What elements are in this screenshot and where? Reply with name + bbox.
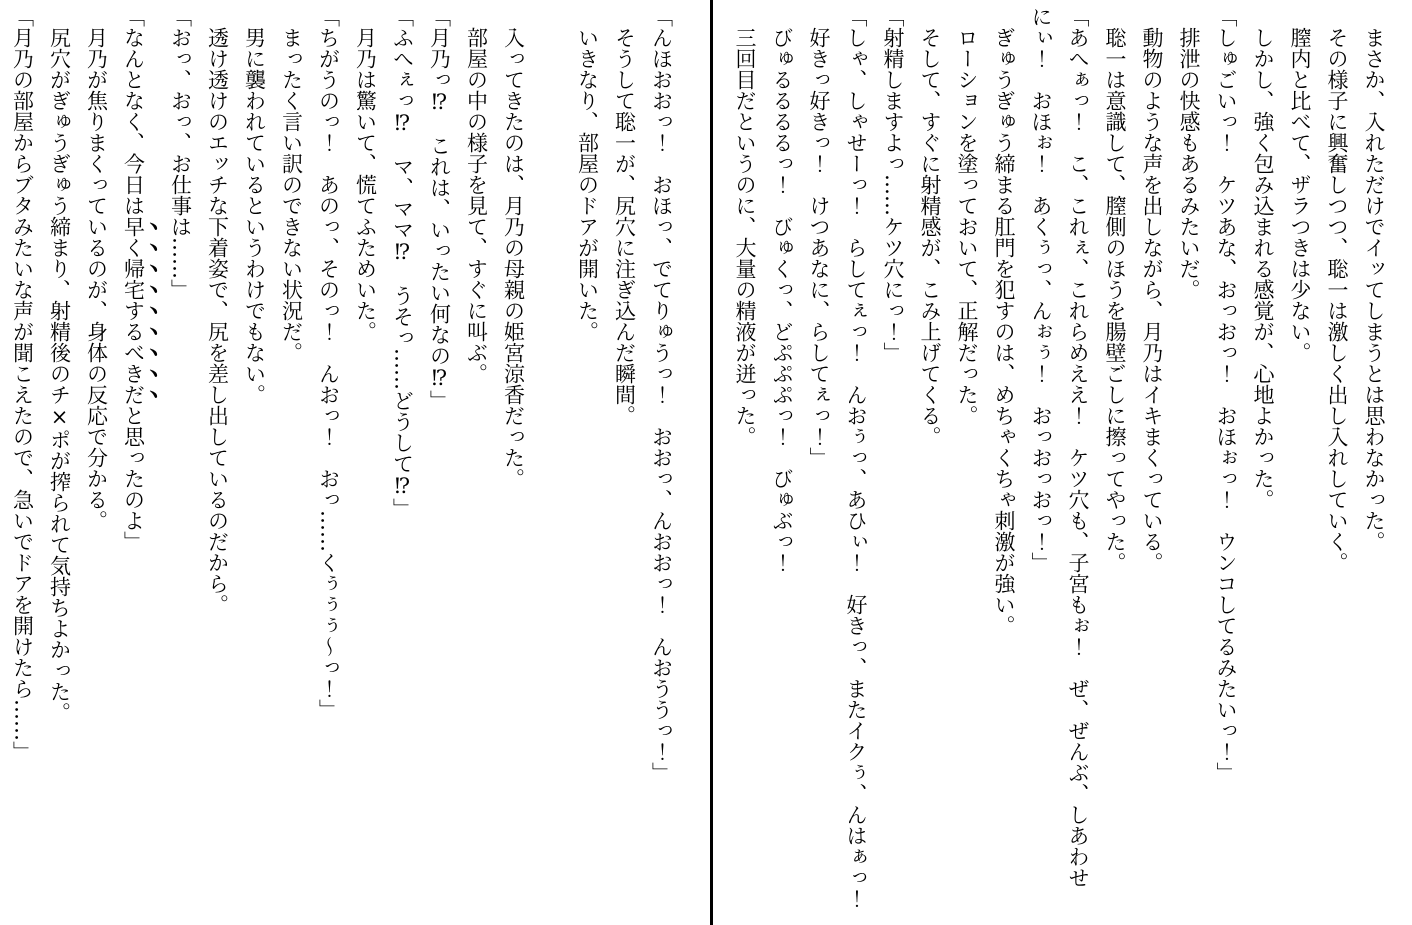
text-column: 「しゅごいっ！ ケツあな、おっおっ！ おほぉっ！ ウンコしてるみたいっ！」 (1214, 6, 1238, 783)
text-column: 透け透けのエッチな下着姿で、尻を差し出しているのだから。 (205, 27, 230, 615)
text-column: しかし、強く包み込まれる感覚が、心地よかった。 (1251, 27, 1275, 510)
text-column: 月乃が焦りまくっているのが、身体の反応で分かる。 (84, 27, 109, 531)
text-column: その様子に興奮しつつ、聡一は激しく出し入れしていく。 (1325, 27, 1349, 573)
text-column: 月乃は驚いて、慌てふためいた。 (353, 27, 378, 342)
page-right (713, 0, 1412, 925)
text-column: いきなり、部屋のドアが開いた。 (575, 27, 600, 342)
text-column: びゅるるるるっ！ びゅくっ、どぷぷぷっ！ びゅぶっ！ (770, 27, 794, 573)
text-column: 尻穴がぎゅうぎゅう締まり、射精後のチ×ポが搾られて気持ちよかった。 (47, 27, 72, 723)
text-column: そして、すぐに射精感が、こみ上げてくる。 (918, 27, 942, 447)
text-column: 三回目だというのに、大量の精液が迸った。 (733, 27, 757, 447)
text-column: 入ってきたのは、月乃の母親の姫宮涼香だった。 (501, 27, 526, 489)
text-column: まさか、入れただけでイッてしまうとは思わなかった。 (1362, 27, 1386, 552)
text-column: 「月乃の部屋からブタみたいな声が聞こえたので、急いでドアを開けたら……」 (10, 6, 35, 762)
blank-column (532, 6, 569, 919)
text-column: ぎゅうぎゅう締まる肛門を犯すのは、めちゃくちゃ刺激が強い。 (992, 27, 1016, 636)
text-column: まったく言い訳のできない状況だ。 (279, 27, 304, 363)
text-column: にぃ！ おほぉ！ あくぅっ、んぉぅ！ おっおっおっ！」 (1029, 6, 1053, 573)
text-column: 男に襲われているというわけでもない。 (242, 27, 267, 405)
text-column: ローションを塗っておいて、正解だった。 (955, 27, 979, 426)
text-column: 「んほおおっ！ おほっ、でてりゅうっ！ おおっ、んおおっ！ んおううっ！」 (649, 6, 674, 783)
text-column (115, 6, 162, 919)
text-column: 「あへぁっ！ こ、これぇ、これらめええ！ ケツ穴も、子宮もぉ！ ぜ、ぜんぶ、しあわせ (1066, 6, 1090, 888)
text-segment: 「なんとなく、今日は (121, 6, 146, 216)
text-column: 「ちがうのっ！ あのっ、そのっ！ んおっ！ おっ……くぅぅぅ〜っ！」 (316, 6, 341, 720)
text-column: 「しゃ、しゃせーっ！ らしてぇっ！ んおぅっ、あひぃ！ 好きっ、またイクぅ、んはぁっ！ (844, 6, 868, 909)
emphasized-text: 早く帰宅するべきだ (121, 216, 146, 405)
text-column: 好きっ好きっ！ けつあなに、らしてぇっ！」 (807, 27, 831, 468)
text-column: 膣内と比べて、ザラつきは少ない。 (1288, 27, 1312, 363)
text-segment: と思ったのよ」 (121, 405, 146, 552)
text-column: 聡一は意識して、膣側のほうを腸壁ごしに擦ってやった。 (1103, 27, 1127, 573)
text-column: 「月乃っ⁉ これは、いったい何なの⁉」 (427, 6, 452, 411)
text-column: 「ふへぇっ⁉ マ、ママ⁉ うそっ……どうして⁉」 (390, 6, 415, 519)
text-column: 排泄の快感もあるみたいだ。 (1177, 27, 1201, 300)
text-column: 部屋の中の様子を見て、すぐに叫ぶ。 (464, 27, 489, 384)
text-column: 「おっ、おっ、お仕事は……」 (168, 6, 193, 300)
text-column: そうして聡一が、尻穴に注ぎ込んだ瞬間。 (612, 27, 637, 426)
text-column: 動物のような声を出しながら、月乃はイキまくっている。 (1140, 27, 1164, 573)
text-column: 「射精しますよっ……ケツ穴にっ！」 (881, 6, 905, 363)
